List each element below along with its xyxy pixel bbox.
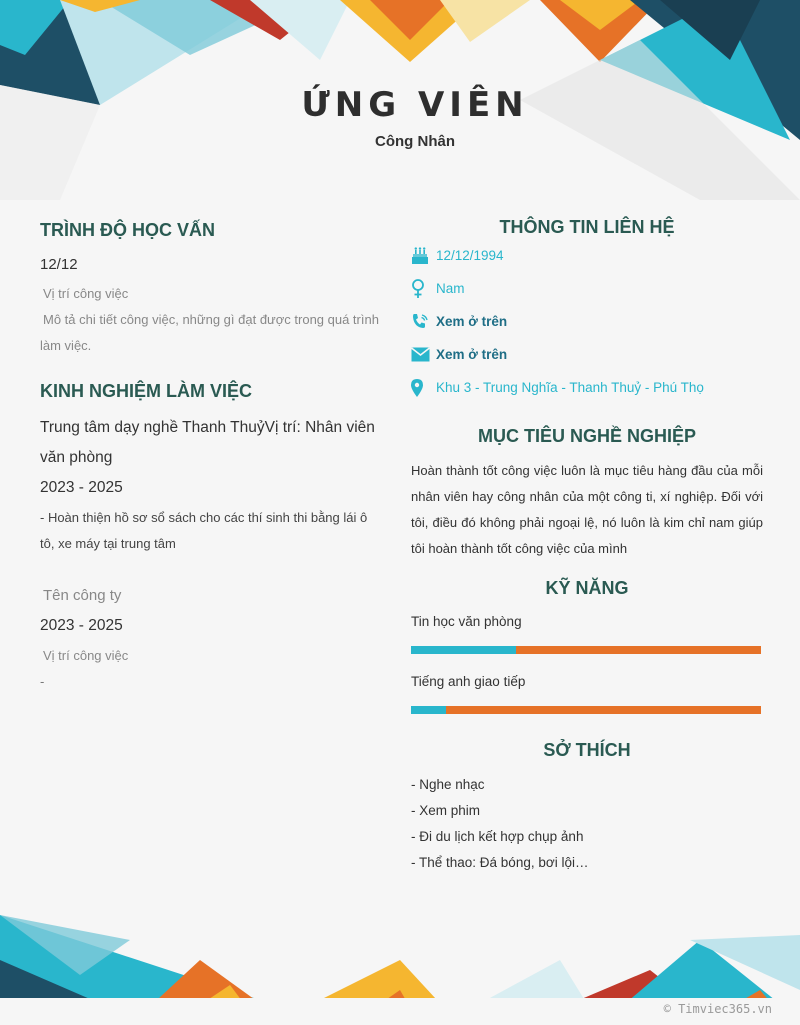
education-title: TRÌNH ĐỘ HỌC VẤN (40, 220, 215, 240)
skill-level-bar (411, 646, 761, 654)
address-value: Khu 3 - Trung Nghĩa - Thanh Thuỷ - Phú Thọ (436, 380, 704, 395)
contact-email (411, 338, 763, 371)
cv-header (0, 82, 800, 152)
experience-item (40, 413, 385, 557)
experience-company: Trung tâm dạy nghề Thanh ThuỷVị trí: Nhân viên văn phòng (40, 419, 375, 466)
birthday-value: 12/12/1994 (436, 248, 504, 263)
skill-level-fill (411, 646, 516, 654)
skill-item (411, 612, 763, 654)
phone-value[interactable]: Xem ở trên (436, 314, 508, 329)
hobby-item: - Nghe nhạc (411, 777, 485, 792)
skill-item (411, 672, 763, 714)
map-marker-icon (411, 379, 436, 397)
skill-name: Tin học văn phòng (411, 614, 522, 629)
contact-title: THÔNG TIN LIÊN HỆ (499, 217, 675, 237)
objective-title: MỤC TIÊU NGHỀ NGHIỆP (477, 426, 696, 446)
skill-level-fill (411, 706, 446, 714)
objective-text: Hoàn thành tốt công việc luôn là mục tiêu hàng đầu của mỗi nhân viên hay công nhân của một công ti, xí nghiệp. Đối với tôi, điều đó không phải ngoại lệ, nó luôn là kim chỉ nam giúp tôi hoàn thành tốt công việc của mình (411, 463, 763, 556)
education-period: 12/12 (40, 256, 78, 273)
hobbies-title: SỞ THÍCH (543, 740, 631, 760)
experience-period: 2023 - 2025 (40, 479, 123, 496)
birthday-cake-icon (411, 247, 436, 265)
hobby-item: - Thể thao: Đá bóng, bơi lội… (411, 855, 589, 870)
skill-level-bar (411, 706, 761, 714)
female-gender-icon (411, 279, 436, 299)
gender-value: Nam (436, 281, 465, 296)
experience-company: Tên công ty (43, 587, 122, 604)
education-description: Mô tả chi tiết công việc, những gì đạt được trong quá trình làm việc. (40, 312, 379, 353)
envelope-icon (411, 347, 436, 362)
left-column (40, 218, 385, 695)
watermark: © Timviec365.vn (663, 1002, 772, 1016)
candidate-position: Công Nhân (375, 133, 455, 150)
skill-name: Tiếng anh giao tiếp (411, 674, 526, 689)
hobbies-list (411, 772, 763, 876)
candidate-name: ỨNG VIÊN (301, 85, 529, 125)
contact-birthday (411, 239, 763, 272)
experience-description: - Hoàn thiện hồ sơ sổ sách cho các thí sinh thi bằng lái ô tô, xe máy tại trung tâm (40, 510, 368, 551)
skills-title: KỸ NĂNG (545, 578, 629, 598)
hobby-item: - Xem phim (411, 803, 481, 818)
right-column (411, 215, 763, 876)
hobby-item: - Đi du lịch kết hợp chụp ảnh (411, 829, 584, 844)
email-value[interactable]: Xem ở trên (436, 347, 508, 362)
experience-description: - (40, 674, 45, 689)
contact-list (411, 239, 763, 404)
contact-address (411, 371, 763, 404)
phone-icon (411, 313, 436, 331)
contact-phone (411, 305, 763, 338)
education-role: Vị trí công việc (43, 286, 129, 301)
contact-gender (411, 272, 763, 305)
experience-title: KINH NGHIỆM LÀM VIỆC (40, 381, 253, 401)
experience-item (40, 581, 385, 695)
experience-role: Vị trí công việc (43, 648, 129, 663)
experience-period: 2023 - 2025 (40, 617, 123, 634)
